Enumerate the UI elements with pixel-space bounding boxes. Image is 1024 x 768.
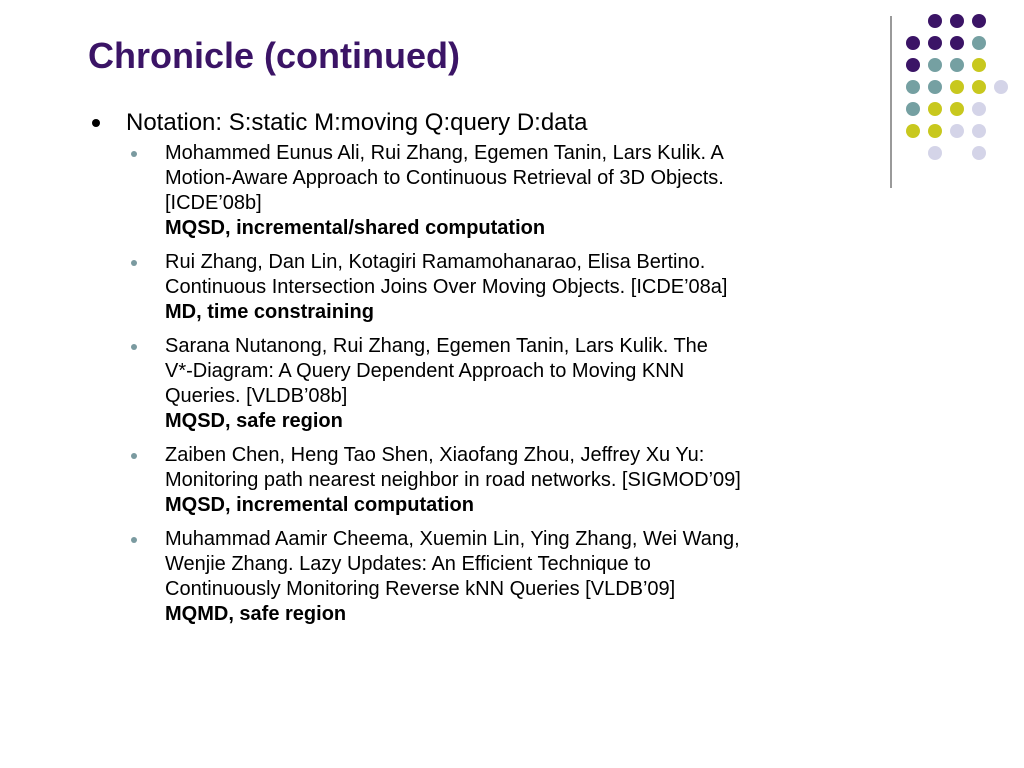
- sub-bullet-dot-icon: [131, 537, 137, 543]
- decorative-dot: [950, 80, 964, 94]
- reference-text-line: V*-Diagram: A Query Dependent Approach to Moving KNN: [165, 360, 685, 382]
- bullet-notation: [88, 108, 888, 138]
- decorative-dot: [950, 58, 964, 72]
- decorative-dot-grid: [906, 14, 1018, 166]
- reference-text-line: Muhammad Aamir Cheema, Xuemin Lin, Ying Zhang, Wei Wang,: [165, 528, 740, 550]
- reference-note: MD, time constraining: [165, 301, 374, 323]
- decorative-dot: [950, 124, 964, 138]
- decorative-dot: [972, 58, 986, 72]
- decorative-dot: [928, 146, 942, 160]
- decorative-dot: [906, 102, 920, 116]
- reference-text-line: Continuous Intersection Joins Over Moving Objects. [ICDE’08a]: [165, 276, 728, 298]
- decorative-dot: [950, 36, 964, 50]
- reference-item: [88, 334, 888, 434]
- reference-item: [88, 141, 888, 241]
- decorative-dot: [928, 58, 942, 72]
- sub-bullet-dot-icon: [131, 344, 137, 350]
- reference-text-line: Zaiben Chen, Heng Tao Shen, Xiaofang Zhou, Jeffrey Xu Yu:: [165, 444, 705, 466]
- reference-text-line: Motion-Aware Approach to Continuous Retrieval of 3D Objects.: [165, 167, 724, 189]
- reference-text-line: Wenjie Zhang. Lazy Updates: An Efficient Technique to: [165, 553, 651, 575]
- reference-text-line: Queries. [VLDB’08b]: [165, 385, 348, 407]
- reference-text-line: Monitoring path nearest neighbor in road networks. [SIGMOD’09]: [165, 469, 741, 491]
- sub-bullet-dot-icon: [131, 151, 137, 157]
- reference-text-line: Sarana Nutanong, Rui Zhang, Egemen Tanin, Lars Kulik. The: [165, 335, 708, 357]
- decorative-dot: [994, 80, 1008, 94]
- decorative-dot: [906, 36, 920, 50]
- reference-list: [88, 141, 888, 627]
- title-divider-line: [890, 16, 892, 188]
- bullet-dot-icon: [92, 119, 100, 127]
- decorative-dot: [972, 102, 986, 116]
- decorative-dot: [972, 124, 986, 138]
- reference-text-line: Rui Zhang, Dan Lin, Kotagiri Ramamohanarao, Elisa Bertino.: [165, 251, 706, 273]
- decorative-dot: [928, 36, 942, 50]
- decorative-dot: [928, 14, 942, 28]
- decorative-dot: [928, 80, 942, 94]
- decorative-dot: [972, 80, 986, 94]
- reference-item: [88, 527, 888, 627]
- decorative-dot: [972, 36, 986, 50]
- decorative-dot: [972, 146, 986, 160]
- reference-text-line: [ICDE’08b]: [165, 192, 262, 214]
- decorative-dot: [906, 80, 920, 94]
- sub-bullet-dot-icon: [131, 453, 137, 459]
- reference-item: [88, 443, 888, 518]
- reference-note: MQMD, safe region: [165, 603, 347, 625]
- decorative-dot: [928, 102, 942, 116]
- decorative-dot: [972, 14, 986, 28]
- reference-item: [88, 250, 888, 325]
- notation-text: Notation: S:static M:moving Q:query D:data: [126, 109, 588, 136]
- reference-note: MQSD, incremental/shared computation: [165, 217, 546, 239]
- slide-title: Chronicle (continued): [88, 35, 460, 76]
- decorative-dot: [906, 124, 920, 138]
- decorative-dot: [950, 14, 964, 28]
- reference-text-line: Continuously Monitoring Reverse kNN Queries [VLDB’09]: [165, 578, 676, 600]
- sub-bullet-dot-icon: [131, 260, 137, 266]
- reference-text-line: Mohammed Eunus Ali, Rui Zhang, Egemen Tanin, Lars Kulik. A: [165, 142, 724, 164]
- reference-note: MQSD, safe region: [165, 410, 343, 432]
- slide-body: [88, 108, 888, 636]
- decorative-dot: [928, 124, 942, 138]
- decorative-dot: [950, 102, 964, 116]
- decorative-dot: [906, 58, 920, 72]
- reference-note: MQSD, incremental computation: [165, 494, 474, 516]
